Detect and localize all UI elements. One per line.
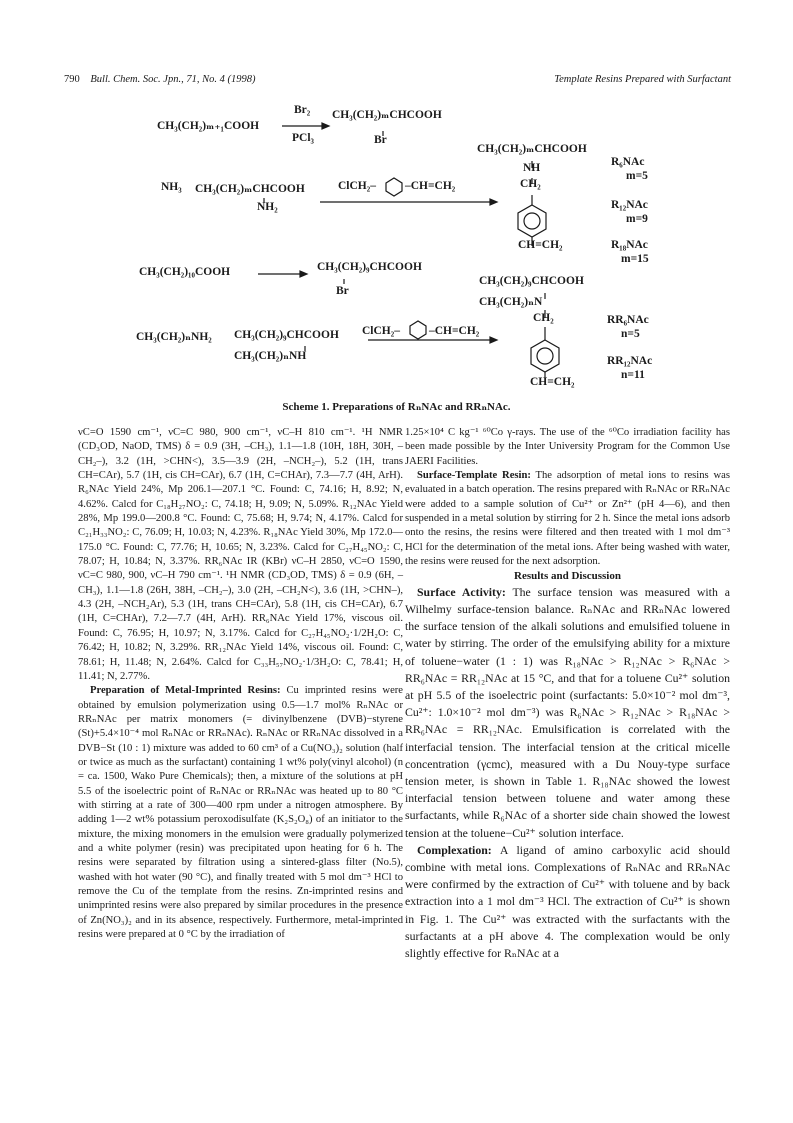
p2-label1-n: n=5: [621, 328, 640, 340]
p1-label1-m: m=5: [626, 170, 648, 182]
r4-reagent-b: –CH=CH₂: [429, 325, 480, 337]
running-title: Template Resins Prepared with Surfactant: [554, 74, 731, 85]
r2-reagent2-a: ClCH₂–: [338, 180, 376, 192]
surface-activity-text: The surface tension was measured with a Wilhelmy surface-tension balance. RₙNAc and RRₙNAc lowered the surface tension of the alkali solutions and emulsified toluene in water by stirring. The order of the emulsifying ability for a mixture of toluene−water (1 : 1) was R₁₈NAc > R₁₂NAc > R₆NAc > RR₆NAc = RR₁₂NAc at 15 °C, and that for a toluene Cu²⁺ solution at pH 5.5 of the isoelectric point (surfactants: 5.0×10⁻² mol dm⁻³, Cu²⁺: 1.0×10⁻² mol dm⁻³) was R₆NAc > R₁₂NAc > R₁₈NAc > RR₆NAc = RR₁₂NAc. Emulsification is correlated with the interfacial tension. The interfacial tension at the critical micelle concentration (γcmc), measured with a Du Nouy-type surface tension meter, is shown in Table 1. R₁₈NAc showed the lowest interfacial tension between toluene and water among these surfactants, while R₆NAc of a shorter side chain showed the lowest tension at the toluene−Cu²⁺ solution interface.: [405, 584, 730, 840]
r3-product: CH₃(CH₂)₉CHCOOH: [317, 261, 422, 273]
r2-mid-sub: NH₂: [257, 201, 278, 213]
r4-amine: CH₃(CH₂)ₙNH₂: [136, 331, 212, 343]
journal-citation: Bull. Chem. Soc. Jpn., 71, No. 4 (1998): [90, 74, 256, 85]
left-column: [78, 426, 403, 942]
r4-mid: CH₃(CH₂)₉CHCOOH: [234, 329, 339, 341]
p1-label1: R₆NAc: [611, 156, 645, 168]
p2-n: CH₃(CH₂)ₙN: [479, 296, 543, 308]
scheme-arrows-and-rings: [0, 0, 793, 420]
r4-reagent-a: ClCH₂–: [362, 325, 400, 337]
irradiation-paragraph: 1.25×10⁴ C kg⁻¹ ⁶⁰Co γ-rays. The use of the ⁶⁰Co irradiation facility has been made possible by the Inter University Program for the Common Use JAERI Facilities.: [405, 427, 730, 467]
page-number: 790: [64, 74, 80, 85]
subsection-title: Preparation of Metal-Imprinted Resins:: [90, 685, 281, 697]
metal-imprinted-paragraph: [78, 684, 403, 942]
p1-label3: R₁₈NAc: [611, 239, 648, 251]
subsection-title: Surface-Template Resin:: [417, 470, 531, 482]
section-heading: Results and Discussion: [514, 570, 621, 583]
r3-start: CH₃(CH₂)₁₀COOH: [139, 266, 231, 278]
r1-reagent-top: Br₂: [294, 104, 311, 116]
p2-label2-n: n=11: [621, 369, 645, 381]
p1-top: CH₃(CH₂)ₘCHCOOH: [477, 143, 587, 155]
r2-reagent2-b: –CH=CH₂: [405, 180, 456, 192]
p1-ch2: CH₂: [520, 178, 541, 190]
scheme-caption: Scheme 1. Preparations of RₙNAc and RRₙNAc.: [282, 401, 511, 413]
p1-vinyl: CH=CH₂: [518, 239, 563, 251]
r2-mid: CH₃(CH₂)ₘCHCOOH: [195, 183, 305, 195]
r1-reagent-bottom: PCl₃: [292, 132, 314, 144]
right-column: [405, 426, 730, 962]
p1-nh: NH: [523, 162, 541, 174]
metal-imprinted-text: Cu imprinted resins were obtained by emulsion polymerization using 0.5—1.7 mol% RₙNAc or RRₙNAc per matrix monomers (= divinylbenzene (DVB)−styrene (St)+5.4×10⁻⁴ mol RₙNAc or RRₙNAc). RₙNAc or RRₙNAc dissolved in a DVB−St (10 : 1) mixture was added to 60 cm³ of a Cu(NO₃)₂ solution (half or twice as much as the surfactant) containing 1 wt% poly(vinyl alcohol) (n = ca. 1500, Wako Pure Chemicals); then, a mixture of the solutions at pH 5.5 of the isoelectric point of RₙNAc or RRₙNAc was heated up to 80 °C with stirring at a rate of 300—400 rpm under a nitrogen atmosphere. By adding 1—2 wt% potassium peroxodisulfate (K₂S₂O₈) of an initiator to the mixture, the mixing monomers in the emulsion were gradually polymerized and a white polymer (resin) was precipitated upon heating for 6 h. The resins were separated by filtration using a sintered-glass filter (No.5), washed with hot water (90 °C), and finally treated with 5 mol dm⁻³ HCl to remove the Cu of the template from the resins. Zn-imprinted resins and unimprinted resins were also prepared by similar procedures in the presence of Zn(NO₃)₂ and in its absence, respectively. Furthermore, metal-imprinted resins were prepared at 0 °C by the irradiation of: [78, 685, 403, 941]
surface-template-paragraph: [405, 469, 730, 569]
subsection-title: Complexation:: [417, 842, 492, 857]
characterization-paragraph: νC=O 1590 cm⁻¹, νC=C 980, 900 cm⁻¹, νC–H 810 cm⁻¹. ¹H NMR (CD₃OD, NaOD, TMS) δ = 0.9 (3H, –CH₃), 1.1—1.8 (10H, 18H, 30H, –CH₂–), 3.2 (1H, >CHN<), 3.5—3.9 (2H, –NCH₂–), 5.2 (1H, trans CH=CAr), 5.7 (1H, cis CH=CAr), 6.7 (1H, C=CHAr), 7.3—7.7 (4H, ArH). R₆NAc Yield 24%, Mp 206.1—207.1 °C. Found: C, 74.16; H, 8.92; N, 4.62%. Calcd for C₁₈H₂₇NO₂: C, 74.18; H, 9.09; N, 5.09%. R₁₂NAc Yield 28%, Mp 199.0—200.8 °C. Found: C, 75.68; H, 9.74; N, 4.17%. Calcd for C₂₁H₃₃NO₂: C, 76.09; H, 10.03; N, 4.23%. R₁₈NAc Yield 30%, Mp 172.0—175.0 °C. Found: C, 77.76; H, 10.65; N, 3.23%. Calcd for C₂₇H₄₅NO₂: C, 78.07; H, 10.84; N, 3.37%. RR₆NAc IR (KBr) νC–H 2850, νC=O 1590, νC=C 980, 900, νC–H 790 cm⁻¹. ¹H NMR (CD₃OD, TMS) δ = 0.9 (6H, –CH₃), 1.1—1.8 (26H, 38H, –CH₂–), 3.0 (2H, –CH₂N<), 3.6 (1H, >CHN–), 4.3 (2H, –NCH₂Ar), 5.3 (1H, trans CH=CAr), 5.8 (1H, cis CH=CAr), 6.7 (1H, C=CHAr), 7.2—7.7 (4H, ArH). RR₆NAc Yield 17%, viscous oil. Found: C, 76.95; H, 10.97; N, 3.17%. Calcd for C₂₇H₄₅NO₂·1/2H₂O: C, 76.42; H, 10.82; N, 3.29%. RR₁₂NAc Yield 14%, viscous oil. Found: C, 78.61; H, 11.48; N, 2.64%. Calcd for C₃₃H₅₇NO₂·1/3H₂O: C, 78.41; H, 11.41; N, 2.77%.: [78, 427, 403, 682]
r1-product-sub: Br: [374, 134, 387, 146]
p1-label3-m: m=15: [621, 253, 649, 265]
r3-product-sub: Br: [336, 285, 349, 297]
p2-ch2: CH₂: [533, 312, 554, 324]
r1-start: CH₃(CH₂)ₘ₊₁COOH: [157, 120, 260, 132]
p2-top: CH₃(CH₂)₉CHCOOH: [479, 275, 584, 287]
subsection-title: Surface Activity:: [417, 584, 506, 599]
p2-label2: RR₁₂NAc: [607, 355, 653, 367]
surface-activity-paragraph: [405, 584, 730, 842]
p2-label1: RR₆NAc: [607, 314, 649, 326]
surface-template-text: The adsorption of metal ions to resins was evaluated in a batch operation. The resins prepared with RₙNAc or RRₙNAc were added to a sample solution of Cu²⁺ or Zn²⁺ (pH 4—6), and then suspended in a metal solution by stirring for 2 h. Since the metal ions adsorb onto the resins, the resins were filtered and then treated with 1 mol dm⁻³ HCl for the determination of the metal ions. After being washed with water, the resins were reused for the next adsorption.: [405, 470, 730, 568]
p1-label2: R₁₂NAc: [611, 199, 648, 211]
reaction-scheme: [0, 0, 793, 420]
r2-reagent: NH₃: [161, 181, 182, 193]
r4-mid-sub: CH₃(CH₂)ₙNH: [234, 350, 307, 362]
complexation-paragraph: [405, 842, 730, 962]
p2-vinyl: CH=CH₂: [530, 376, 575, 388]
p1-label2-m: m=9: [626, 213, 648, 225]
complexation-text: A ligand of amino carboxylic acid should combine with metal ions. Complexations of RₙNAc and RRₙNAc were confirmed by the extraction of Cu²⁺ with toluene and by back extraction into a 1 mol dm⁻³ HCl. The extraction of Cu²⁺ is shown in Fig. 1. The Cu²⁺ was extracted with the surfactants with the surfactants at a pH above 4. The complexation would be only slightly effective for RₙNAc at a: [405, 842, 730, 961]
r1-product: CH₃(CH₂)ₘCHCOOH: [332, 109, 442, 121]
